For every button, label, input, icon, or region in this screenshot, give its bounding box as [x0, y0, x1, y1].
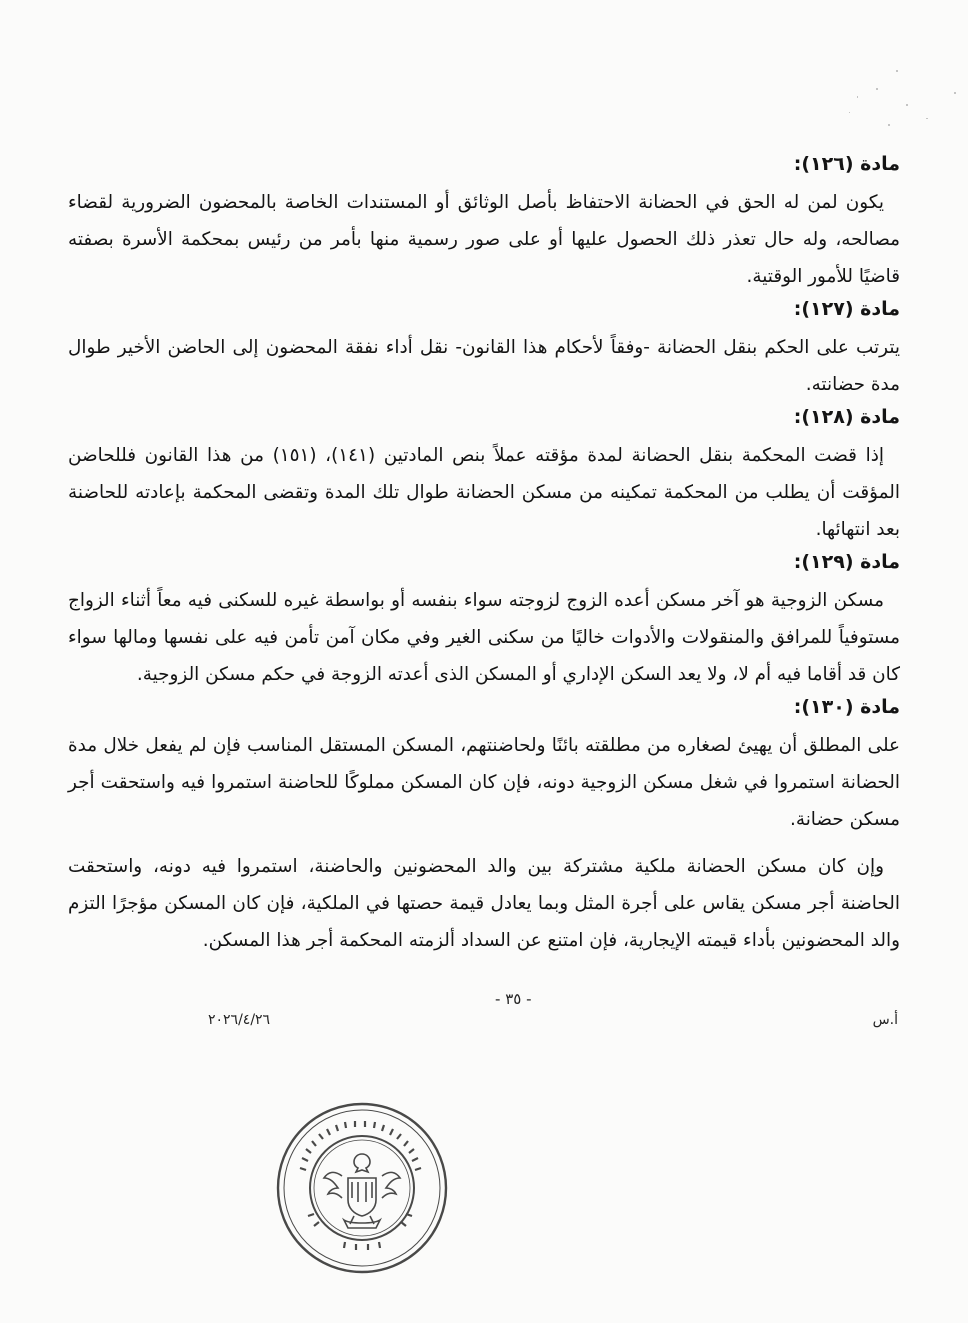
document-date: ٢٠٢٦/٤/٢٦: [208, 1012, 271, 1028]
article-title: مادة (١٢٩):: [793, 551, 900, 573]
article-title: مادة (١٣٠):: [793, 696, 900, 718]
article-128: [68, 403, 900, 548]
article-126: [68, 150, 900, 295]
article-paragraph: إذا قضت المحكمة بنقل الحضانة لمدة مؤقته عملاً بنص المادتين (١٤١)، (١٥١) من هذا القانون فللحاضن المؤقت أن يطلب من المحكمة تمكينه من مسكن الحضانة طوال تلك المدة وتقضى المحكمة بإعادته للحاضنة بعد انتهائها.: [68, 445, 900, 540]
article-paragraph: على المطلق أن يهيئ لصغاره من مطلقته بائنًا ولحاضنتهم، المسكن المستقل المناسب فإن لم يفعل خلال مدة الحضانة استمروا في شغل مسكن الزوجية دونه، فإن كان المسكن مملوكًا للحاضنة استمروا فيه واستحقت أجر مسكن حضانة.: [68, 735, 900, 830]
official-seal: [272, 1098, 452, 1278]
article-127: [68, 295, 900, 403]
article-title: مادة (١٢٨):: [793, 406, 900, 428]
article-130: [68, 693, 900, 959]
article-title: مادة (١٢٧):: [793, 298, 900, 320]
document-body: [68, 150, 900, 959]
author-initials: أ.س: [872, 1012, 898, 1028]
article-paragraph: يكون لمن له الحق في الحضانة الاحتفاظ بأصل الوثائق أو المستندات الخاصة بالمحضون الضرورية لقضاء مصالحه، وله حال تعذر ذلك الحصول عليها أو على صور رسمية منها بأمر من رئيس بمحكمة الأسرة بصفته قاضيًا للأمور الوقتية.: [68, 192, 900, 287]
article-paragraph: يترتب على الحكم بنقل الحضانة -وفقاً لأحكام هذا القانون- نقل أداء نفقة المحضون إلى الحاضن الأخير طوال مدة حضانته.: [68, 337, 900, 395]
article-title: مادة (١٢٦):: [793, 153, 900, 175]
article-paragraph: مسكن الزوجية هو آخر مسكن أعده الزوج لزوجته سواء بنفسه أو بواسطة غيره للسكنى فيه معاً أثناء الزواج مستوفياً للمرافق والمنقولات والأدوات خاليًا من سكنى الغير وفي مكان آمن تأمن فيه على نفسها ومالها سواء كان قد أقاما فيه أم لا، ولا يعد السكن الإداري أو المسكن الذى أعدته الزوجة في حكم مسكن الزوجية.: [68, 590, 900, 685]
page-number: - ٣٥ -: [495, 990, 532, 1008]
eagle-emblem-icon: [272, 1098, 452, 1278]
article-129: [68, 548, 900, 693]
article-paragraph: وإن كان مسكن الحضانة ملكية مشتركة بين والد المحضونين والحاضنة، استمروا فيه دونه، واستحقت الحاضنة أجر مسكن يقاس على أجرة المثل وبما يعادل قيمة حصتها في الملكية، فإن كان المسكن مؤجرًا التزم والد المحضونين بأداء قيمته الإيجارية، فإن امتنع عن السداد ألزمته المحكمة أجر هذا المسكن.: [68, 856, 900, 951]
